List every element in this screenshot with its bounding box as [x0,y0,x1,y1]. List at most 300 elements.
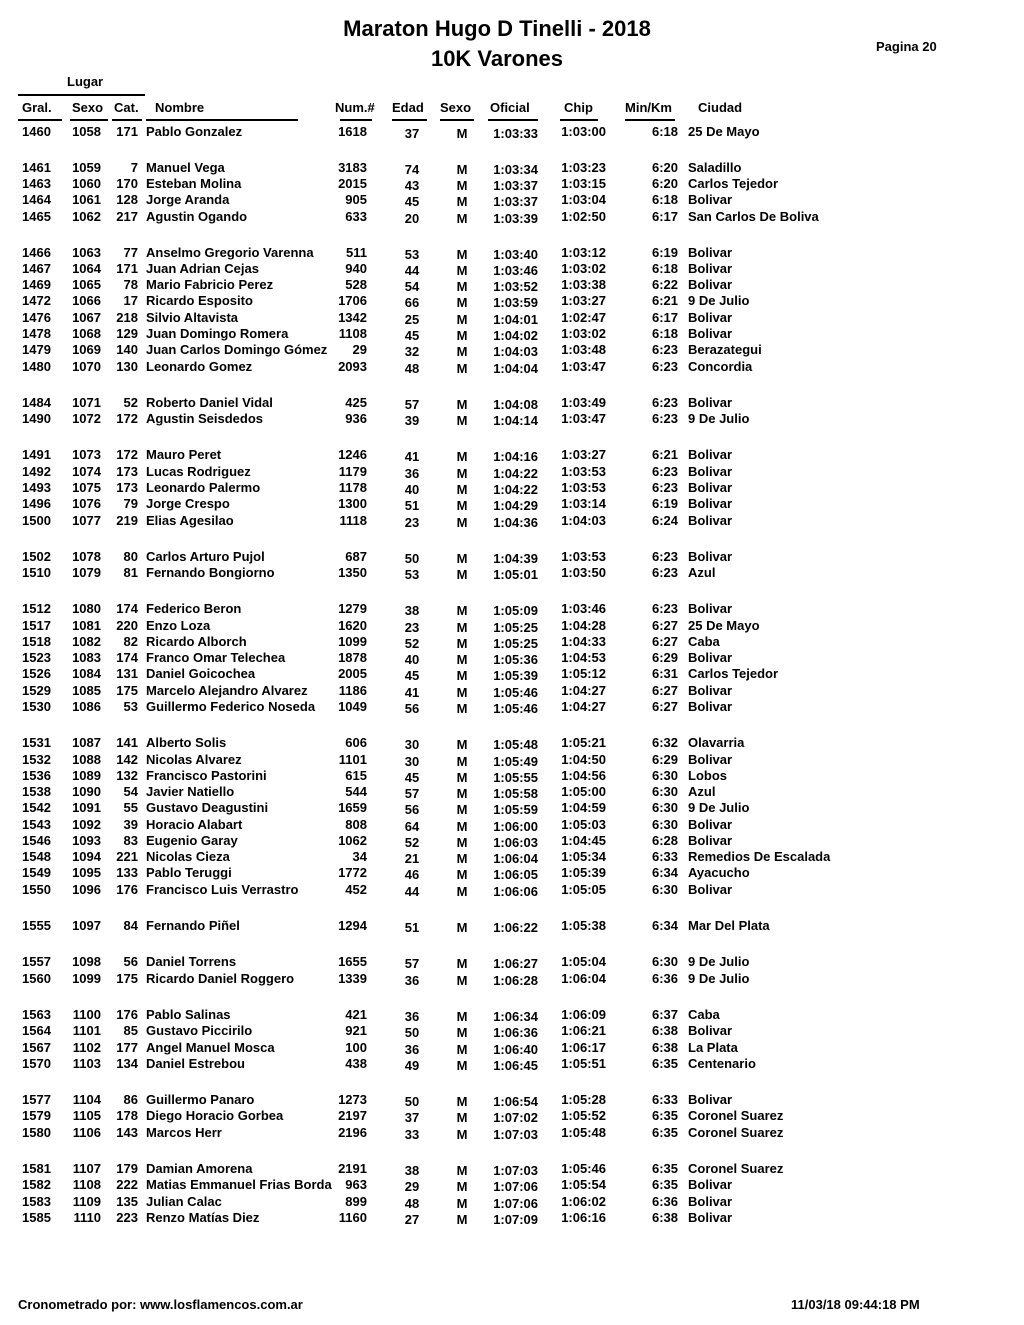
cell-edad: 36 [404,1042,420,1057]
cell-minkm: 6:29 [651,650,678,665]
cell-cat: 82 [123,634,138,649]
cell-cat: 175 [116,683,138,698]
cell-sexo: 1093 [72,833,101,848]
cell-minkm: 6:19 [651,245,678,260]
cell-gral: 1480 [22,359,51,374]
table-row [0,342,1024,358]
cell-chip: 1:03:50 [561,565,606,580]
cell-minkm: 6:18 [651,124,678,139]
cell-nombre: Ricardo Esposito [146,293,253,308]
cell-chip: 1:05:54 [561,1177,606,1192]
cell-chip: 1:05:04 [561,954,606,969]
cell-sx: M [456,819,468,834]
table-row [0,666,1024,682]
cell-sexo: 1059 [72,160,101,175]
cell-sx: M [456,567,468,582]
cell-minkm: 6:35 [651,1177,678,1192]
cell-chip: 1:06:09 [561,1007,606,1022]
cell-cat: 79 [123,496,138,511]
cell-nombre: Lucas Rodriguez [146,464,251,479]
cell-sexo: 1080 [72,601,101,616]
cell-sx: M [456,1179,468,1194]
table-row [0,601,1024,617]
cell-chip: 1:05:52 [561,1108,606,1123]
cell-cat: 52 [123,395,138,410]
cell-ciudad: Ayacucho [688,865,750,880]
cell-edad: 36 [404,973,420,988]
cell-nombre: Leonardo Gomez [146,359,253,374]
cell-sx: M [456,603,468,618]
cell-oficial: 1:06:54 [493,1094,538,1109]
cell-num: 1101 [338,752,367,767]
cell-oficial: 1:04:16 [493,449,538,464]
cell-nombre: Gustavo Deagustini [146,800,269,815]
cell-num: 1350 [338,565,367,580]
cell-nombre: Juan Domingo Romera [146,326,289,341]
cell-chip: 1:05:12 [561,666,606,681]
cell-chip: 1:03:15 [561,176,606,191]
cell-ciudad: Bolivar [688,277,733,292]
cell-sexo: 1096 [72,882,101,897]
cell-num: 1178 [338,480,367,495]
cell-sexo: 1099 [72,971,101,986]
cell-edad: 48 [404,1196,420,1211]
cell-sx: M [456,636,468,651]
cell-chip: 1:03:12 [561,245,606,260]
cell-chip: 1:05:05 [561,882,606,897]
cell-nombre: Manuel Vega [146,160,225,175]
table-row [0,496,1024,512]
cell-sx: M [456,449,468,464]
cell-sexo: 1072 [72,411,101,426]
cell-chip: 1:05:39 [561,865,606,880]
cell-minkm: 6:30 [651,882,678,897]
table-row [0,971,1024,987]
cell-minkm: 6:21 [651,447,678,462]
cell-nombre: Damian Amorena [146,1161,253,1176]
cell-cat: 172 [116,447,138,462]
cell-oficial: 1:05:01 [493,567,538,582]
cell-oficial: 1:06:05 [493,867,538,882]
cell-minkm: 6:33 [651,1092,678,1107]
cell-sx: M [456,178,468,193]
table-row [0,411,1024,427]
cell-num: 1186 [338,683,367,698]
cell-gral: 1467 [22,261,51,276]
cell-edad: 64 [404,819,420,834]
cell-ciudad: Bolivar [688,1023,733,1038]
cell-cat: 17 [123,293,138,308]
cell-num: 940 [345,261,367,276]
cell-num: 29 [352,342,367,357]
cell-sx: M [456,786,468,801]
table-row [0,752,1024,768]
table-row [0,1194,1024,1210]
cell-minkm: 6:19 [651,496,678,511]
cell-chip: 1:03:47 [561,411,606,426]
cell-sexo: 1066 [72,293,101,308]
table-row [0,683,1024,699]
cell-cat: 54 [123,784,138,799]
cell-oficial: 1:05:09 [493,603,538,618]
cell-nombre: Marcelo Alejandro Alvarez [146,683,308,698]
cell-num: 3183 [338,160,367,175]
cell-num: 2093 [338,359,367,374]
cell-cat: 80 [123,549,138,564]
cell-chip: 1:03:02 [561,326,606,341]
cell-sx: M [456,413,468,428]
cell-sexo: 1073 [72,447,101,462]
cell-sx: M [456,247,468,262]
cell-minkm: 6:23 [651,601,678,616]
cell-minkm: 6:38 [651,1210,678,1225]
cell-oficial: 1:06:00 [493,819,538,834]
cell-minkm: 6:35 [651,1108,678,1123]
cell-sexo: 1065 [72,277,101,292]
cell-ciudad: Bolivar [688,480,733,495]
cell-oficial: 1:05:25 [493,636,538,651]
cell-sx: M [456,737,468,752]
cell-cat: 81 [123,565,138,580]
cell-minkm: 6:36 [651,1194,678,1209]
cell-cat: 178 [116,1108,138,1123]
cell-gral: 1512 [22,601,51,616]
cell-edad: 29 [404,1179,420,1194]
cell-oficial: 1:05:36 [493,652,538,667]
cell-edad: 45 [404,194,420,209]
cell-sx: M [456,1094,468,1109]
cell-minkm: 6:23 [651,464,678,479]
cell-nombre: Franco Omar Telechea [146,650,286,665]
cell-ciudad: Bolivar [688,650,733,665]
cell-sx: M [456,1025,468,1040]
cell-sx: M [456,668,468,683]
cell-num: 899 [345,1194,367,1209]
cell-nombre: Enzo Loza [146,618,211,633]
cell-chip: 1:05:28 [561,1092,606,1107]
cell-chip: 1:03:46 [561,601,606,616]
cell-edad: 56 [404,802,420,817]
cell-edad: 56 [404,701,420,716]
cell-num: 2196 [338,1125,367,1140]
cell-cat: 135 [116,1194,138,1209]
col-header-ciudad: Ciudad [698,100,743,115]
underline-minkm [625,119,675,121]
cell-cat: 170 [116,176,138,191]
cell-ciudad: Bolivar [688,1177,733,1192]
cell-sx: M [456,1127,468,1142]
cell-sexo: 1083 [72,650,101,665]
cell-gral: 1546 [22,833,51,848]
cell-chip: 1:04:03 [561,513,606,528]
cell-num: 100 [345,1040,367,1055]
cell-sx: M [456,1009,468,1024]
cell-minkm: 6:17 [651,310,678,325]
cell-oficial: 1:03:52 [493,279,538,294]
cell-nombre: Mauro Peret [146,447,222,462]
cell-cat: 179 [116,1161,138,1176]
cell-oficial: 1:03:33 [493,126,538,141]
cell-edad: 46 [404,867,420,882]
cell-nombre: Fernando Bongiorno [146,565,275,580]
cell-num: 421 [345,1007,367,1022]
cell-minkm: 6:32 [651,735,678,750]
cell-sexo: 1108 [72,1177,101,1192]
cell-gral: 1582 [22,1177,51,1192]
cell-nombre: Jorge Crespo [146,496,230,511]
cell-oficial: 1:06:04 [493,851,538,866]
cell-minkm: 6:23 [651,395,678,410]
cell-gral: 1472 [22,293,51,308]
cell-cat: 173 [116,464,138,479]
cell-num: 425 [345,395,367,410]
cell-num: 528 [345,277,367,292]
cell-sexo: 1068 [72,326,101,341]
cell-sx: M [456,770,468,785]
cell-sx: M [456,328,468,343]
cell-gral: 1465 [22,209,51,224]
cell-minkm: 6:30 [651,768,678,783]
cell-oficial: 1:03:34 [493,162,538,177]
cell-ciudad: Coronel Suarez [688,1161,784,1176]
cell-gral: 1491 [22,447,51,462]
cell-chip: 1:03:02 [561,261,606,276]
cell-edad: 43 [404,178,420,193]
cell-cat: 128 [116,192,138,207]
cell-sexo: 1060 [72,176,101,191]
cell-sx: M [456,1058,468,1073]
cell-edad: 52 [404,835,420,850]
cell-oficial: 1:04:01 [493,312,538,327]
cell-cat: 220 [116,618,138,633]
footer-credit: Cronometrado por: www.losflamencos.com.ar [18,1297,303,1312]
table-row [0,124,1024,140]
cell-cat: 175 [116,971,138,986]
cell-minkm: 6:23 [651,480,678,495]
cell-num: 511 [346,245,367,260]
cell-minkm: 6:36 [651,971,678,986]
cell-chip: 1:04:33 [561,634,606,649]
cell-sx: M [456,884,468,899]
cell-ciudad: Saladillo [688,160,742,175]
cell-cat: 77 [123,245,138,260]
cell-oficial: 1:03:37 [493,194,538,209]
cell-edad: 57 [404,397,420,412]
underline-num [340,119,372,121]
cell-nombre: Eugenio Garay [146,833,238,848]
table-row [0,1040,1024,1056]
cell-num: 633 [345,209,367,224]
cell-nombre: Nicolas Alvarez [146,752,242,767]
cell-gral: 1464 [22,192,51,207]
cell-edad: 41 [404,685,420,700]
cell-nombre: Matias Emmanuel Frias Borda [146,1177,332,1192]
cell-nombre: Francisco Luis Verrastro [146,882,299,897]
cell-ciudad: Bolivar [688,513,733,528]
cell-gral: 1484 [22,395,51,410]
cell-minkm: 6:35 [651,1056,678,1071]
cell-cat: 78 [123,277,138,292]
cell-sx: M [456,194,468,209]
table-row [0,326,1024,342]
cell-edad: 53 [404,247,420,262]
col-header-cat: Cat. [114,100,139,115]
cell-cat: 83 [123,833,138,848]
table-row [0,395,1024,411]
cell-ciudad: Bolivar [688,192,733,207]
table-row [0,954,1024,970]
cell-num: 2015 [338,176,367,191]
cell-gral: 1500 [22,513,51,528]
cell-edad: 37 [404,126,420,141]
cell-ciudad: Azul [688,784,716,799]
cell-edad: 21 [404,851,420,866]
cell-ciudad: 9 De Julio [688,411,750,426]
cell-cat: 39 [123,817,138,832]
cell-gral: 1461 [22,160,51,175]
cell-gral: 1510 [22,565,51,580]
cell-num: 1062 [338,833,367,848]
cell-chip: 1:03:27 [561,447,606,462]
cell-ciudad: 9 De Julio [688,971,750,986]
table-row [0,447,1024,463]
cell-nombre: Gustavo Piccirilo [146,1023,253,1038]
cell-ciudad: Bolivar [688,464,733,479]
cell-cat: 222 [116,1177,138,1192]
cell-minkm: 6:27 [651,699,678,714]
cell-cat: 129 [116,326,138,341]
cell-ciudad: Bolivar [688,496,733,511]
cell-cat: 143 [116,1125,138,1140]
cell-gral: 1536 [22,768,51,783]
cell-ciudad: Bolivar [688,261,733,276]
cell-nombre: Anselmo Gregorio Varenna [146,245,314,260]
table-row [0,192,1024,208]
cell-oficial: 1:03:59 [493,295,538,310]
cell-chip: 1:05:46 [561,1161,606,1176]
cell-chip: 1:06:02 [561,1194,606,1209]
cell-sexo: 1081 [72,618,101,633]
cell-sexo: 1075 [72,480,101,495]
table-row [0,817,1024,833]
cell-edad: 50 [404,551,420,566]
cell-gral: 1543 [22,817,51,832]
cell-minkm: 6:23 [651,411,678,426]
cell-sexo: 1100 [72,1007,101,1022]
lugar-label: Lugar [67,74,104,89]
cell-ciudad: Mar Del Plata [688,918,770,933]
cell-gral: 1577 [22,1092,51,1107]
cell-nombre: Angel Manuel Mosca [146,1040,275,1055]
cell-chip: 1:03:23 [561,160,606,175]
cell-sx: M [456,551,468,566]
col-header-nombre: Nombre [155,100,205,115]
cell-ciudad: La Plata [688,1040,738,1055]
cell-edad: 53 [404,567,420,582]
cell-chip: 1:02:47 [561,310,606,325]
cell-sexo: 1087 [72,735,101,750]
cell-cat: 55 [123,800,138,815]
cell-chip: 1:06:04 [561,971,606,986]
cell-edad: 45 [404,328,420,343]
cell-gral: 1476 [22,310,51,325]
cell-gral: 1478 [22,326,51,341]
table-row [0,833,1024,849]
cell-edad: 52 [404,636,420,651]
cell-nombre: Fernando Piñel [146,918,240,933]
table-row [0,650,1024,666]
cell-cat: 130 [116,359,138,374]
cell-cat: 133 [116,865,138,880]
cell-oficial: 1:03:39 [493,211,538,226]
cell-sx: M [456,211,468,226]
cell-sexo: 1094 [72,849,101,864]
cell-oficial: 1:06:22 [493,920,538,935]
cell-edad: 48 [404,361,420,376]
cell-oficial: 1:06:36 [493,1025,538,1040]
cell-cat: 221 [116,849,138,864]
cell-minkm: 6:34 [651,865,678,880]
table-row [0,310,1024,326]
table-row [0,1056,1024,1072]
cell-minkm: 6:18 [651,261,678,276]
cell-ciudad: Olavarria [688,735,745,750]
cell-sexo: 1076 [72,496,101,511]
cell-edad: 45 [404,770,420,785]
cell-oficial: 1:04:22 [493,482,538,497]
cell-cat: 56 [123,954,138,969]
cell-oficial: 1:03:37 [493,178,538,193]
cell-sexo: 1097 [72,918,101,933]
cell-sx: M [456,867,468,882]
cell-num: 1620 [338,618,367,633]
table-row [0,261,1024,277]
cell-sx: M [456,920,468,935]
cell-oficial: 1:05:49 [493,754,538,769]
cell-ciudad: Azul [688,565,716,580]
cell-edad: 30 [404,754,420,769]
cell-cat: 176 [116,882,138,897]
cell-ciudad: Bolivar [688,549,733,564]
cell-oficial: 1:07:03 [493,1163,538,1178]
cell-gral: 1479 [22,342,51,357]
cell-num: 1300 [338,496,367,511]
cell-sx: M [456,1196,468,1211]
col-header-sexo: Sexo [72,100,104,115]
cell-num: 1118 [339,513,367,528]
cell-cat: 140 [116,342,138,357]
cell-oficial: 1:03:46 [493,263,538,278]
cell-gral: 1581 [22,1161,51,1176]
col-header-gral: Gral. [22,100,52,115]
cell-cat: 85 [123,1023,138,1038]
cell-cat: 217 [116,209,138,224]
cell-chip: 1:03:48 [561,342,606,357]
cell-gral: 1518 [22,634,51,649]
cell-edad: 51 [404,498,420,513]
cell-edad: 39 [404,413,420,428]
cell-minkm: 6:24 [651,513,678,528]
cell-oficial: 1:05:46 [493,701,538,716]
cell-ciudad: Coronel Suarez [688,1108,784,1123]
cell-ciudad: Bolivar [688,395,733,410]
cell-ciudad: Bolivar [688,245,733,260]
cell-ciudad: Caba [688,1007,720,1022]
cell-ciudad: Bolivar [688,752,733,767]
cell-minkm: 6:30 [651,817,678,832]
cell-nombre: Esteban Molina [146,176,242,191]
table-row [0,784,1024,800]
